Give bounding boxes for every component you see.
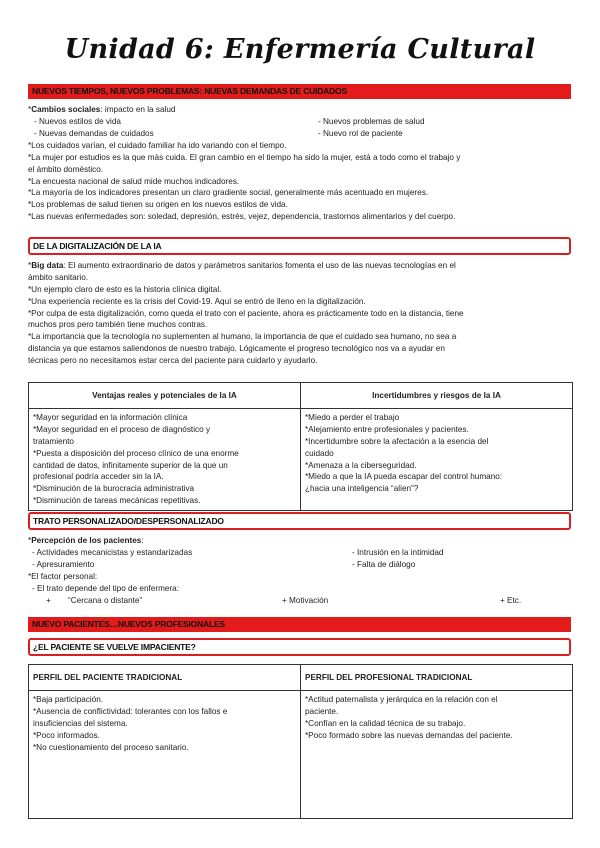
- table-line: *Ausencia de conflictividad: tolerantes con los fallos e: [33, 706, 228, 716]
- table-line: *Miedo a que la IA pueda escapar del control humano:: [305, 472, 503, 482]
- text-line: *La mujer por estudios es la que más cuida. El gran cambio en el tiempo ha sido la mujer, está a todo como el trabajo y: [28, 152, 461, 162]
- big-data-line: *Big data: El aumento extraordinario de datos y parámetros sanitarios fomenta el uso de las nuevas tecnologías en el: [28, 261, 456, 270]
- list-item: - Falta de diálogo: [352, 559, 416, 569]
- table-line: *Amenaza a la ciberseguridad.: [305, 460, 417, 470]
- text-line: *Una experiencia reciente es la crisis del Covid-19. Aquí se entró de lleno en la digitalización.: [28, 296, 366, 306]
- table-line: *Disminución de tareas mecánicas repetitivas.: [33, 496, 201, 506]
- section-body-nuevos-tiempos: [28, 104, 573, 223]
- ia-table-cell-ventajas: [29, 409, 301, 511]
- table-line: cantidad de datos, infinitamente superior de la que un: [33, 460, 228, 470]
- text-line: distancia ya que estamos saliendonos de nuestro trabajo. Lógicamente el progreso tecnológico nos va a ayudar en: [28, 344, 445, 354]
- text-line: muchos pros pero también tiene muchos contras.: [28, 320, 208, 330]
- option-etc: + Etc.: [500, 595, 522, 605]
- factor-personal-line: *El factor personal:: [28, 571, 98, 581]
- section-subheading-paciente-impaciente: ¿EL PACIENTE SE VUELVE IMPACIENTE?: [28, 638, 571, 656]
- cambios-sociales-label: Cambios sociales: [31, 105, 101, 114]
- text-line: *Un ejemplo claro de esto es la historia clínica digital.: [28, 284, 222, 294]
- percepcion-text: :: [141, 536, 144, 545]
- perfil-table-header-profesional: PERFIL DEL PROFESIONAL TRADICIONAL: [301, 665, 573, 691]
- section-body-digitalizacion: [28, 260, 573, 367]
- list-item: - Nuevos estilos de vida: [34, 116, 121, 126]
- cambios-sociales-line: *Cambios sociales: impacto en la salud: [28, 105, 176, 114]
- option-motivacion: + Motivación: [282, 595, 329, 605]
- table-line: *Disminución de la burocracia administrativa: [33, 484, 195, 494]
- perfil-table-cell-paciente: [29, 691, 301, 819]
- section-heading-trato: TRATO PERSONALIZADO/DESPERSONALIZADO: [28, 512, 571, 530]
- section-body-trato: [28, 535, 573, 607]
- table-line: insuficiencias del sistema.: [33, 718, 128, 728]
- list-item: - Nuevos problemas de salud: [318, 116, 425, 126]
- text-line: *Las nuevas enfermedades son: soledad, depresión, estrés, vejez, dependencia, trastornos alimentarios y del cuerpo.: [28, 212, 456, 222]
- table-line: paciente.: [305, 706, 339, 716]
- text-line: *Por culpa de esta digitalización, como queda el trato con el paciente, ahora es prácticamente todo en la distancia, tiene: [28, 308, 464, 318]
- bullet-plus: +: [46, 595, 51, 605]
- list-item: - Apresuramiento: [32, 559, 95, 569]
- big-data-label: Big data: [31, 261, 64, 270]
- ia-table: [28, 382, 573, 511]
- percepcion-label: Percepción de los pacientes: [31, 536, 142, 545]
- text-line: *Los problemas de salud tienen su origen en los nuevos estilos de vida.: [28, 200, 288, 210]
- table-line: *Poco formado sobre las nuevas demandas del paciente.: [305, 730, 513, 740]
- trato-line: - El trato depende del tipo de enfermera:: [32, 583, 180, 593]
- perfil-table-header-paciente: PERFIL DEL PACIENTE TRADICIONAL: [29, 665, 301, 691]
- ia-table-cell-riesgos: [301, 409, 573, 511]
- table-line: *Baja participación.: [33, 695, 104, 704]
- list-item: - Nuevas demandas de cuidados: [34, 128, 154, 138]
- list-item: - Nuevo rol de paciente: [318, 128, 403, 138]
- text-line: *La encuesta nacional de salud mide muchos indicadores.: [28, 176, 240, 186]
- table-line: *Actitud paternalista y jerárquica en la relación con el: [305, 695, 498, 704]
- section-heading-nuevos-pacientes: NUEVO PACIENTES…NUEVOS PROFESIONALES: [28, 617, 571, 632]
- text-line: el ámbito doméstico.: [28, 164, 104, 174]
- table-line: *Miedo a perder el trabajo: [305, 413, 400, 422]
- section-heading-nuevos-tiempos: NUEVOS TIEMPOS, NUEVOS PROBLEMAS: NUEVAS DEMANDAS DE CUIDADOS: [28, 84, 571, 99]
- table-line: *Incertidumbre sobre la afectación a la esencia del: [305, 436, 489, 446]
- big-data-text: : El aumento extraordinario de datos y parámetros sanitarios fomenta el uso de las nuevas tecnologías en el: [63, 261, 456, 270]
- percepcion-line: *Percepción de los pacientes:: [28, 536, 144, 545]
- table-line: *Confían en la calidad técnica de su trabajo.: [305, 718, 466, 728]
- table-line: *Poco informados.: [33, 730, 100, 740]
- table-line: cuidado: [305, 448, 334, 458]
- table-line: tratamiento: [33, 436, 74, 446]
- text-line: *Los cuidados varían, el cuidado familiar ha ido variando con el tiempo.: [28, 140, 287, 150]
- text-line: técnicas pero no necesitamos estar cerca del paciente para cuidarlo y ayudarlo.: [28, 356, 318, 366]
- list-row: [28, 547, 573, 559]
- list-row: [28, 559, 573, 571]
- table-line: *No cuestionamiento del proceso sanitario.: [33, 742, 189, 752]
- options-row: [28, 595, 573, 607]
- text-line: *La importancia que la tecnología no suplementen al humano, la importancia de que el cuidado sea humano, no sea a: [28, 332, 457, 342]
- table-line: *Mayor seguridad en el proceso de diagnóstico y: [33, 424, 211, 434]
- option-cercana: “Cercana o distante”: [68, 595, 143, 605]
- perfil-table-cell-profesional: [301, 691, 573, 819]
- list-row: [28, 116, 573, 128]
- page-title: Unidad 6: Enfermería Cultural: [64, 34, 536, 65]
- table-line: profesional podría acceder sin la IA.: [33, 472, 164, 482]
- table-line: *Mayor seguridad en la información clínica: [33, 413, 188, 422]
- ia-table-header-ventajas: Ventajas reales y potenciales de la IA: [29, 383, 301, 409]
- table-line: *Puesta a disposición del proceso clínico de una enorme: [33, 448, 239, 458]
- list-item: - Intrusión en la intimidad: [352, 547, 444, 557]
- section-heading-digitalizacion: DE LA DIGITALIZACIÓN DE LA IA: [28, 237, 571, 255]
- table-line: *Alejamiento entre profesionales y pacientes.: [305, 424, 469, 434]
- table-line: ¿hacia una inteligencia “alien”?: [305, 484, 419, 494]
- text-line: ámbito sanitario.: [28, 272, 89, 282]
- list-item: - Actividades mecanicistas y estandarizadas: [32, 547, 193, 557]
- list-row: [28, 128, 573, 140]
- ia-table-header-riesgos: Incertidumbres y riesgos de la IA: [301, 383, 573, 409]
- cambios-sociales-text: : impacto en la salud: [100, 105, 176, 114]
- text-line: *La mayoría de los indicadores presentan un claro gradiente social, generalmente más acentuado en mujeres.: [28, 188, 429, 198]
- perfil-table: [28, 664, 573, 819]
